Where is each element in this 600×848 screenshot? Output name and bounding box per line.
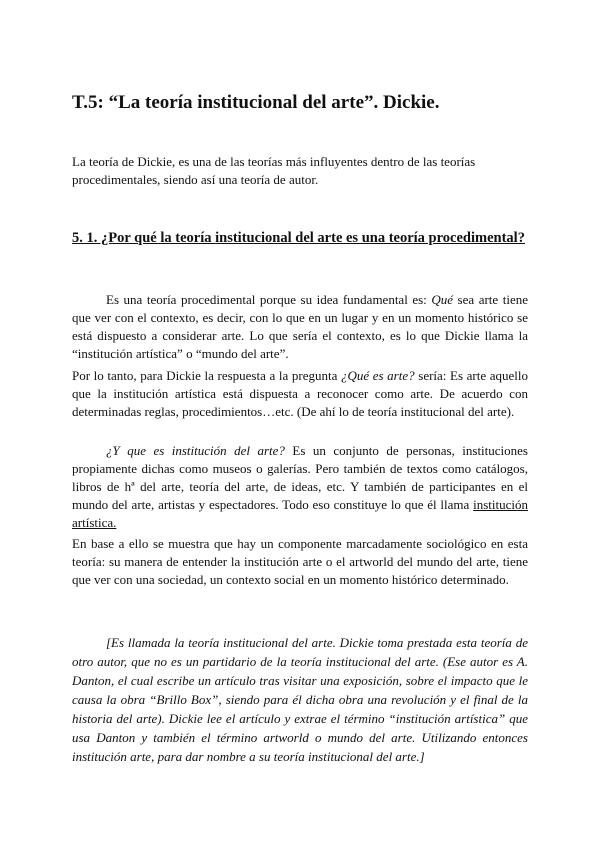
paragraph-1-emphasis: Qué — [431, 292, 454, 307]
bracketed-note: [Es llamada la teoría institucional del arte. Dickie toma prestada esta teoría de otro autor, que no es un partidario de la teoría institucional del arte. (Ese autor es A. Danton, el cual escribe un artículo tras visitar una exposición, sobre el impacto que le causa la obra “Brillo Box”, siendo para él dicha obra una revolución y el final de la historia del arte). Dickie lee el artículo y extrae el término “institución artística” que usa Danton y también el término artworld o mundo del arte. Utilizando entonces institución arte, para dar nombre a su teoría institucional del arte.] — [72, 635, 528, 764]
paragraph-2-text-start: Por lo tanto, para Dickie la respuesta a la pregunta — [72, 368, 341, 383]
paragraph-1-text-start: Es una teoría procedimental porque su idea fundamental es: — [106, 292, 432, 307]
paragraph-1 — [72, 291, 528, 363]
paragraph-3 — [72, 442, 528, 532]
document-title: T.5: “La teoría institucional del arte”. Dickie. — [72, 92, 440, 113]
section-heading: 5. 1. ¿Por qué la teoría institucional del arte es una teoría procedimental? — [72, 230, 525, 246]
paragraph-1-text-end: sea arte tiene que ver con el contexto, es decir, con lo que en un lugar y en un momento histórico se está dispuesto a considerar arte. Lo que sería el contexto, es lo que Dickie llama la “institución artística” o “mundo del arte”. — [72, 292, 528, 361]
paragraph-2 — [72, 367, 528, 421]
intro-paragraph: La teoría de Dickie, es una de las teorías más influyentes dentro de las teorías procedimentales, siendo así una teoría de autor. — [72, 154, 476, 187]
paragraph-2-emphasis: ¿Qué es arte? — [340, 368, 415, 383]
paragraph-2-text-end: sería: Es arte aquello que la institución artística está dispuesta a reconocer como arte. De acuerdo con determinadas reglas, procedimientos…etc. (De ahí lo de teoría institucional del arte). — [72, 368, 528, 419]
paragraph-3-text: Es un conjunto de personas, instituciones propiamente dichas como museos o galerías. Pero también de textos como catálogos, libros de hª del arte, teoría del arte, de ideas, etc. Y también de participantes en el mundo del arte, artistas y espectadores. Todo eso constituye lo que él llama — [72, 443, 528, 512]
paragraph-4: En base a ello se muestra que hay un componente marcadamente sociológico en esta teoría: su manera de entender la institución arte o el artworld del mundo del arte, tiene que ver con una sociedad, un contexto social en un momento histórico determinado. — [72, 536, 528, 587]
paragraph-3-emphasis: ¿Y que es institución del arte? — [106, 443, 285, 458]
paragraph-3-underlined-term: institución artística. — [72, 497, 528, 530]
